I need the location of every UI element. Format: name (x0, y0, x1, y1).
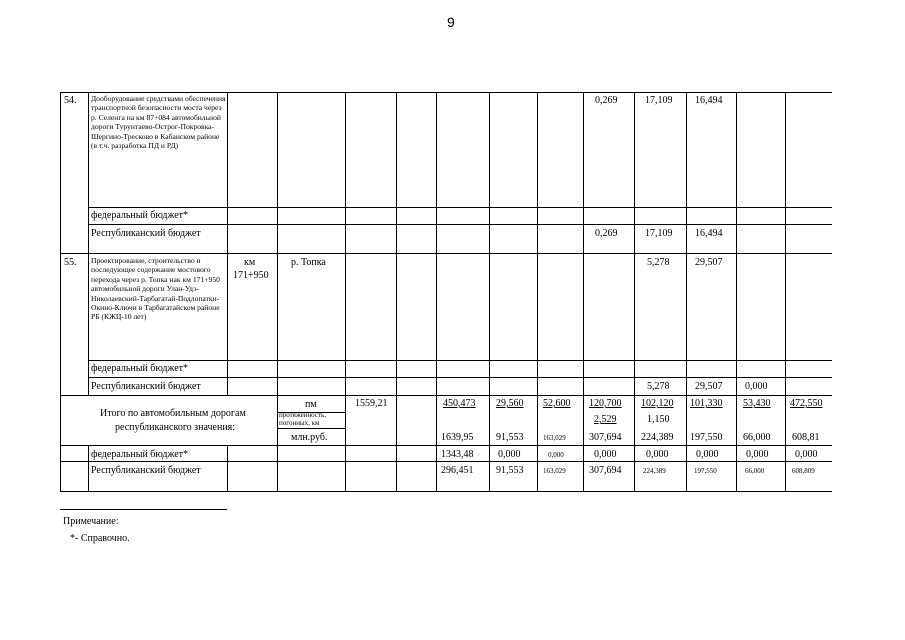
cell-value: 0,000 (746, 449, 769, 460)
mln-value: 307,694 (589, 432, 622, 443)
cell-value: 29,507 (695, 381, 723, 392)
extra-value: 2,529 (594, 414, 617, 425)
extra-value: 1,150 (647, 414, 670, 425)
mln-value: 608,81 (792, 432, 820, 443)
row-number: 55. (64, 257, 77, 268)
page-number: 9 (447, 14, 455, 30)
km-value: 52,600 (543, 398, 571, 409)
mln-value: 1639,95 (441, 432, 474, 443)
footnote-separator (60, 509, 227, 510)
total-label: Итого по автомобильным дорогам (100, 408, 246, 419)
cell-value: 5,278 (647, 381, 670, 392)
row-description: Дооборудование средствами обеспечения транспортной безопасности моста через р. Селенга на км 87+084 автомобильной дороги Турунтаево-Острог-Покровка-Шергино-Тресково в Кабанском районе (в т.ч. разработка ПД и РД) (91, 94, 226, 151)
cell-value: 0,269 (595, 95, 618, 106)
cell-value: 5,278 (647, 257, 670, 268)
cell-value: 0,000 (498, 449, 521, 460)
unit-km: пм (305, 399, 317, 410)
mln-value: 163,029 (543, 434, 566, 442)
river-name: р. Топка (291, 257, 326, 268)
cell-value: 29,507 (695, 257, 723, 268)
cell-value: 0,269 (595, 228, 618, 239)
row-description: Проектирование, строительство и последующее содержание мостового перехода через р. Топка нак км 171+950 автомобильной дороги Улан-Удэ-Николаевский-Тарбагатай-Подлопатки-Окино-Ключи в Тарбагатайском районе РБ (КЖЦ-10 лет) (91, 256, 220, 322)
cell-value: 608,809 (792, 467, 815, 475)
km-value: 450,473 (443, 398, 476, 409)
mln-value: 197,550 (690, 432, 723, 443)
cell-value: 296,451 (441, 465, 474, 476)
km-label: км (244, 257, 256, 268)
total-length: 1559,21 (355, 398, 388, 409)
mln-value: 66,000 (743, 432, 771, 443)
cell-value: 91,553 (496, 465, 524, 476)
budget-label: федеральный бюджет* (91, 449, 189, 460)
total-label: республиканского значения: (115, 422, 236, 433)
budget-label: Республиканский бюджет (91, 228, 201, 239)
km-value: 102,120 (641, 398, 674, 409)
cell-value: 16,494 (695, 95, 723, 106)
cell-value: 0,000 (646, 449, 669, 460)
cell-value: 224,389 (643, 467, 666, 475)
mln-value: 91,553 (496, 432, 524, 443)
km-value: 120,700 (589, 398, 622, 409)
budget-label: Республиканский бюджет (91, 381, 201, 392)
cell-value: 17,109 (645, 228, 673, 239)
budget-label: Республиканский бюджет (91, 465, 201, 476)
cell-value: 16,494 (695, 228, 723, 239)
unit-mln: млн.руб. (291, 432, 328, 443)
budget-label: федеральный бюджет* (91, 210, 189, 221)
km-value: 53,430 (743, 398, 771, 409)
mln-value: 224,389 (641, 432, 674, 443)
cell-value: 0,000 (795, 449, 818, 460)
km-value: 171+950 (233, 270, 269, 281)
cell-value: 163,029 (543, 467, 566, 475)
km-value: 472,550 (790, 398, 823, 409)
cell-value: 1343,48 (441, 449, 474, 460)
km-value: 101,330 (690, 398, 723, 409)
cell-value: 0,000 (548, 451, 564, 459)
note-text: *- Справочно. (70, 533, 130, 544)
cell-value: 307,694 (589, 465, 622, 476)
budget-label: федеральный бюджет* (91, 363, 189, 374)
cell-value: 0,000 (696, 449, 719, 460)
note-title: Примечание: (63, 516, 119, 527)
cell-value: 66,000 (745, 467, 765, 475)
cell-value: 0,000 (594, 449, 617, 460)
unit-length: протяженность, погонных, км (279, 411, 326, 427)
row-number: 54. (64, 95, 77, 106)
cell-value: 17,109 (645, 95, 673, 106)
cell-value: 197,550 (694, 467, 717, 475)
km-value: 29,560 (496, 398, 524, 409)
cell-value: 0,000 (745, 381, 768, 392)
